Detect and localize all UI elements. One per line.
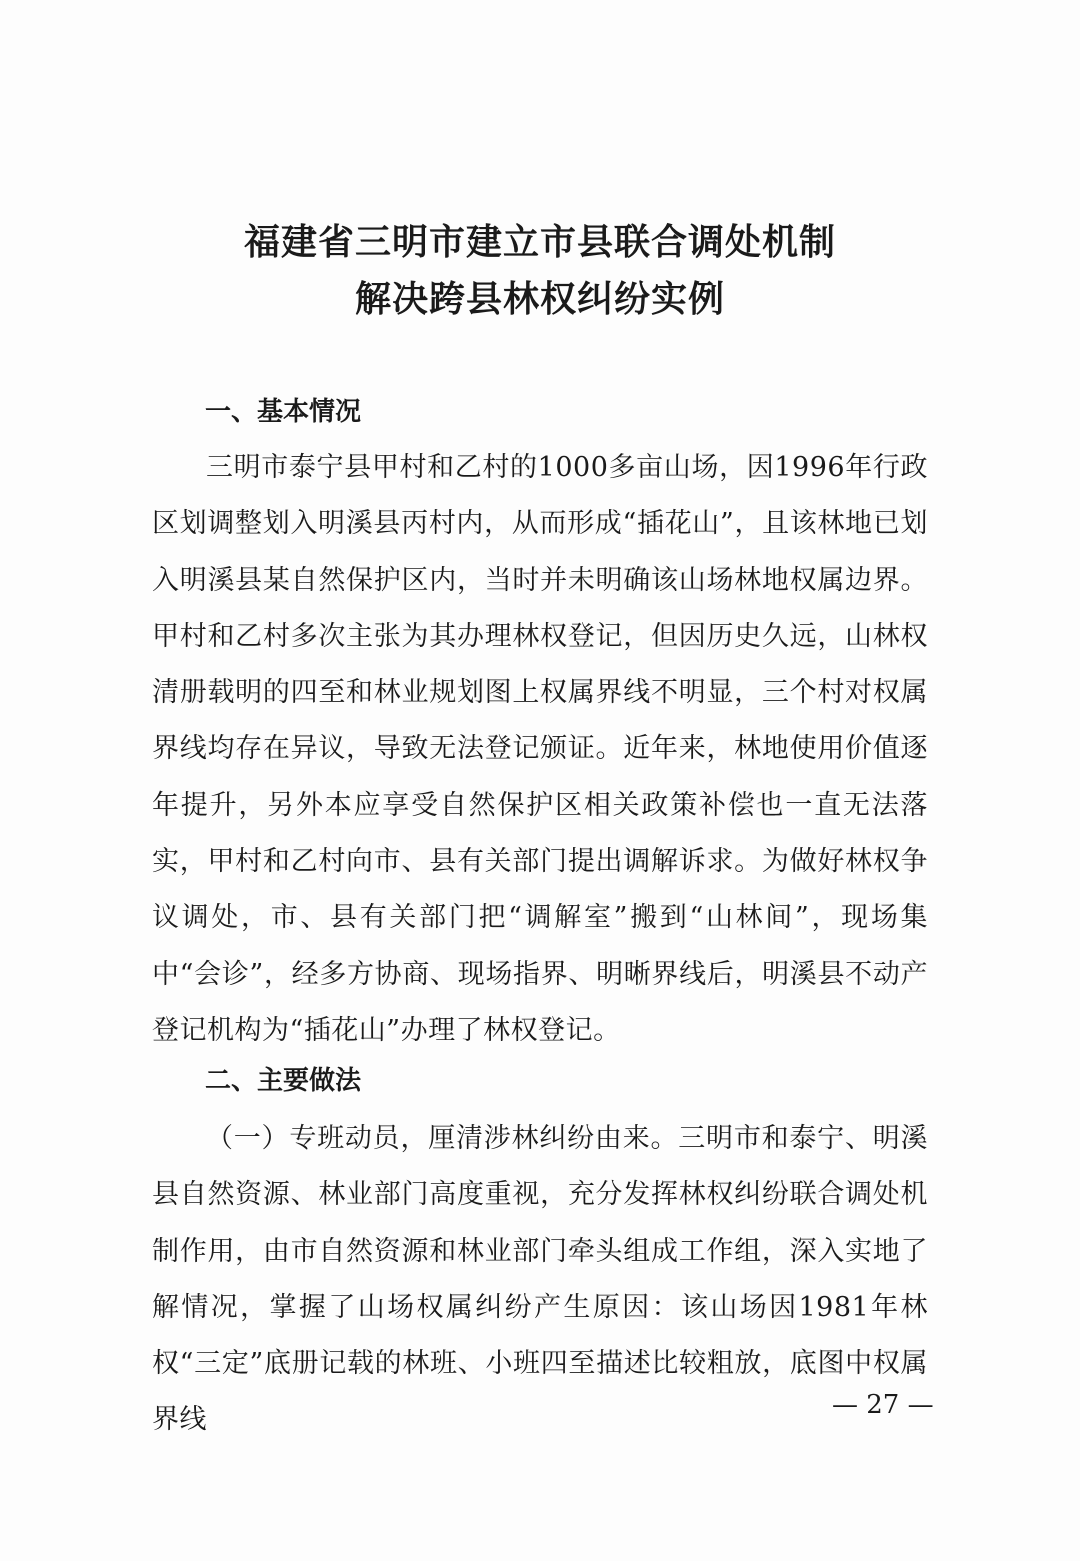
section-heading-basic-situation: 一、基本情况 [205, 397, 362, 427]
section-heading-main-practices: 二、主要做法 [205, 1066, 362, 1096]
document-title-line-2: 解决跨县林权纠纷实例 [354, 279, 725, 320]
section-paragraph-basic-situation: 三明市泰宁县甲村和乙村的1000多亩山场，因1996年行政区划调整划入明溪县丙村内，从而形成“插花山”，且该林地已划入明溪县某自然保护区内，当时并未明确该山场林地权属边界。甲村和乙村多次主张为其办理林权登记，但因历史久远，山林权清册载明的四至和林业规划图上权属界线不明显，三个村对权属界线均存在异议，导致无法登记颁证。近年来，林地使用价值逐年提升，另外本应享受自然保护区相关政策补偿也一直无法落实，甲村和乙村向市、县有关部门提出调解诉求。为做好林权争议调处，市、县有关部门把“调解室”搬到“山林间”，现场集中“会诊”，经多方协商、现场指界、明晰界线后，明溪县不动产登记机构为“插花山”办理了林权登记。 [152, 452, 928, 1046]
section-paragraph-main-practices: （一）专班动员，厘清涉林纠纷由来。三明市和泰宁、明溪县自然资源、林业部门高度重视，充分发挥林权纠纷联合调处机制作用，由市自然资源和林业部门牵头组成工作组，深入实地了解情况，掌握了山场权属纠纷产生原因：该山场因1981年林权“三定”底册记载的林班、小班四至描述比较粗放，底图中权属界线 [152, 1123, 928, 1436]
page-number: — 27 — [832, 1390, 934, 1420]
document-title-line-1: 福建省三明市建立市县联合调处机制 [243, 222, 836, 263]
